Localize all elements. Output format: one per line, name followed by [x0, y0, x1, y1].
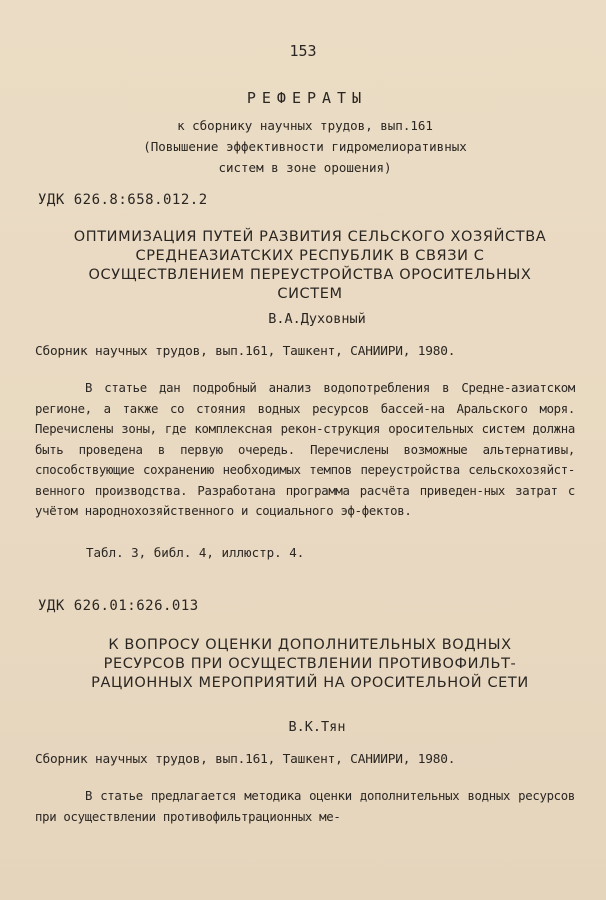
article-1-author: В.А.Духовный [268, 311, 366, 327]
article-1-abstract: В статье дан подробный анализ водопотребления в Средне-азиатском регионе, а также со стояния водных ресурсов бассей-на Аральского моря. Перечислены зоны, где комплексная рекон-струкция оросительных систем должна быть проведена в первую очередь. Перечислены возможные альтернативы, способствующие сохранению необходимых темпов переустройства сельскохозяйст-венного производства. Разработана программа расчёта приведен-ных затрат с учётом народнохозяйственного и социального эф-фектов. [35, 381, 575, 518]
article-2-abstract: В статье предлагается методика оценки дополнительных водных ресурсов при осуществлении противофильтрационных ме- [35, 789, 575, 824]
subheading-line-2: (Повышение эффективности гидромелиоративных [143, 139, 467, 154]
article-2-source: Сборник научных трудов, вып.161, Ташкент, САНИИРИ, 1980. [35, 752, 456, 767]
article-1-title: ОПТИМИЗАЦИЯ ПУТЕЙ РАЗВИТИЯ СЕЛЬСКОГО ХОЗЯЙСТВА СРЕДНЕАЗИАТСКИХ РЕСПУБЛИК В СВЯЗИ С ОСУЩЕСТВЛЕНИЕМ ПЕРЕУСТРОЙСТВА ОРОСИТЕЛЬНЫХ СИСТЕМ [73, 229, 547, 302]
article-2-udk: УДК 626.01:626.013 [38, 598, 199, 614]
article-2-author: В.К.Тян [288, 719, 346, 735]
article-2-title: К ВОПРОСУ ОЦЕНКИ ДОПОЛНИТЕЛЬНЫХ ВОДНЫХ РЕСУРСОВ ПРИ ОСУЩЕСТВЛЕНИИ ПРОТИВОФИЛЬТ-РАЦИОННЫХ МЕРОПРИЯТИЙ НА ОРОСИТЕЛЬНОЙ СЕТИ [91, 637, 529, 691]
subheading-line-1: к сборнику научных трудов, вып.161 [177, 118, 433, 133]
subheading-line-3: систем в зоне орошения) [218, 160, 392, 175]
article-1-udk: УДК 626.8:658.012.2 [38, 192, 208, 208]
section-heading: РЕФЕРАТЫ [246, 89, 368, 107]
page-number: 153 [289, 42, 317, 60]
article-1-footnote: Табл. 3, библ. 4, иллюстр. 4. [86, 545, 305, 560]
article-1-source: Сборник научных трудов, вып.161, Ташкент, САНИИРИ, 1980. [35, 344, 456, 359]
